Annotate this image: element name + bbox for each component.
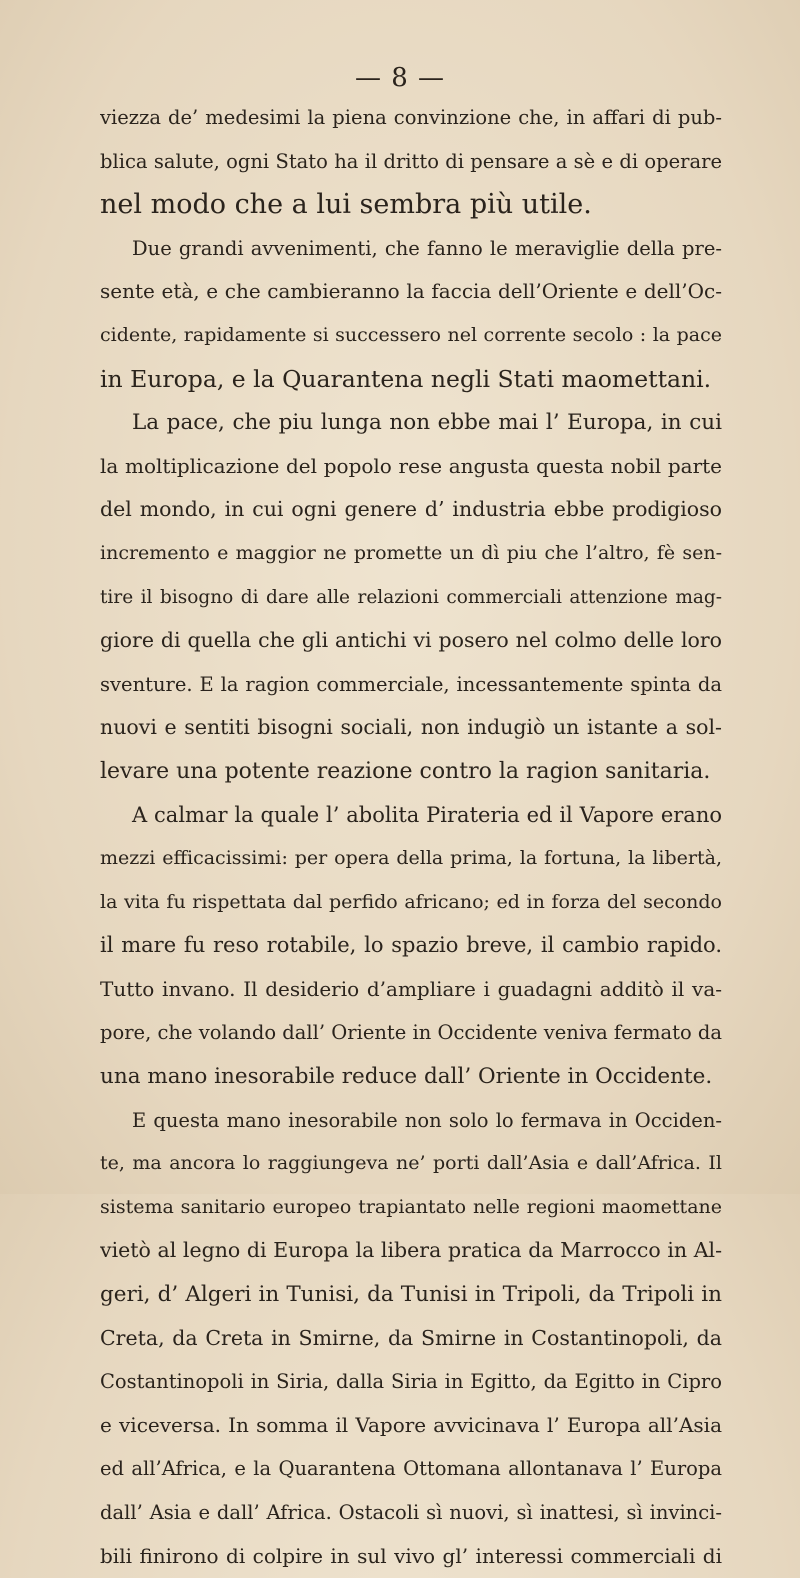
text-line: il mare fu reso rotabile, lo spazio breve, il cambio rapido. [100,933,722,958]
text-line: A calmar la quale l’ abolita Pirateria ed il Vapore erano [132,802,722,827]
text-line: vietò al legno di Europa la libera pratica da Marrocco in Al- [100,1238,722,1263]
text-line: la moltiplicazione del popolo rese angusta questa nobil parte [100,453,722,478]
text-line: te, ma ancora lo raggiungeva ne’ porti dall’Asia e dall’Africa. Il [100,1152,722,1175]
text-line: Tutto invano. Il desiderio d’ampliare i guadagni additò il va- [100,976,722,1001]
text-line: Creta, da Creta in Smirne, da Smirne in Costantinopoli, da [100,1325,722,1350]
body-text [100,96,722,1578]
text-line: incremento e maggior ne promette un dì piu che l’altro, fè sen- [100,541,722,564]
page-number: — 8 — [354,63,446,93]
text-line: sventure. E la ragion commerciale, incessantemente spinta da [100,672,722,696]
text-line: una mano inesorabile reduce dall’ Oriente in Occidente. [100,1064,713,1090]
text-line: nel modo che a lui sembra più utile. [100,189,592,221]
text-line: e viceversa. In somma il Vapore avvicinava l’ Europa all’Asia [100,1412,722,1437]
text-line: la vita fu rispettata dal perfido africano; ed in forza del secondo [100,890,722,913]
text-line: giore di quella che gli antichi vi posero nel colmo delle loro [100,628,722,653]
text-line: sente età, e che cambieranno la faccia dell’Oriente e dell’Oc- [100,279,722,304]
text-line: del mondo, in cui ogni genere d’ industria ebbe prodigioso [100,497,722,522]
text-line: La pace, che piu lunga non ebbe mai l’ Europa, in cui [132,410,722,436]
text-line: in Europa, e la Quarantena negli Stati maomettani. [100,364,712,393]
text-line: Costantinopoli in Siria, dalla Siria in Egitto, da Egitto in Cipro [100,1370,722,1394]
text-line: levare una potente reazione contro la ragion sanitaria. [100,758,711,784]
text-line: nuovi e sentiti bisogni sociali, non indugiò un istante a sol- [100,715,722,740]
text-line: blica salute, ogni Stato ha il dritto di pensare a sè e di operare [100,149,722,173]
text-line: cidente, rapidamente si successero nel corrente secolo : la pace [100,323,722,346]
text-line: ed all’Africa, e la Quarantena Ottomana allontanava l’ Europa [100,1457,722,1481]
text-line: pore, che volando dall’ Oriente in Occidente veniva fermato da [100,1021,722,1045]
text-line: dall’ Asia e dall’ Africa. Ostacoli sì nuovi, sì inattesi, sì invinci- [100,1501,722,1524]
text-line: viezza de’ medesimi la piena convinzione che, in affari di pub- [100,106,722,129]
text-line: E questa mano inesorabile non solo lo fermava in Occiden- [132,1108,722,1132]
text-line: tire il bisogno di dare alle relazioni commerciali attenzione mag- [100,586,722,608]
text-line: geri, d’ Algeri in Tunisi, da Tunisi in Tripoli, da Tripoli in [100,1282,722,1308]
text-line: Due grandi avvenimenti, che fanno le meraviglie della pre- [132,236,722,260]
text-line: mezzi efficacissimi: per opera della prima, la fortuna, la libertà, [100,847,722,870]
text-line: bili finirono di colpire in sul vivo gl’ interessi commerciali di [100,1543,722,1568]
text-line: sistema sanitario europeo trapiantato nelle regioni maomettane [100,1195,722,1218]
